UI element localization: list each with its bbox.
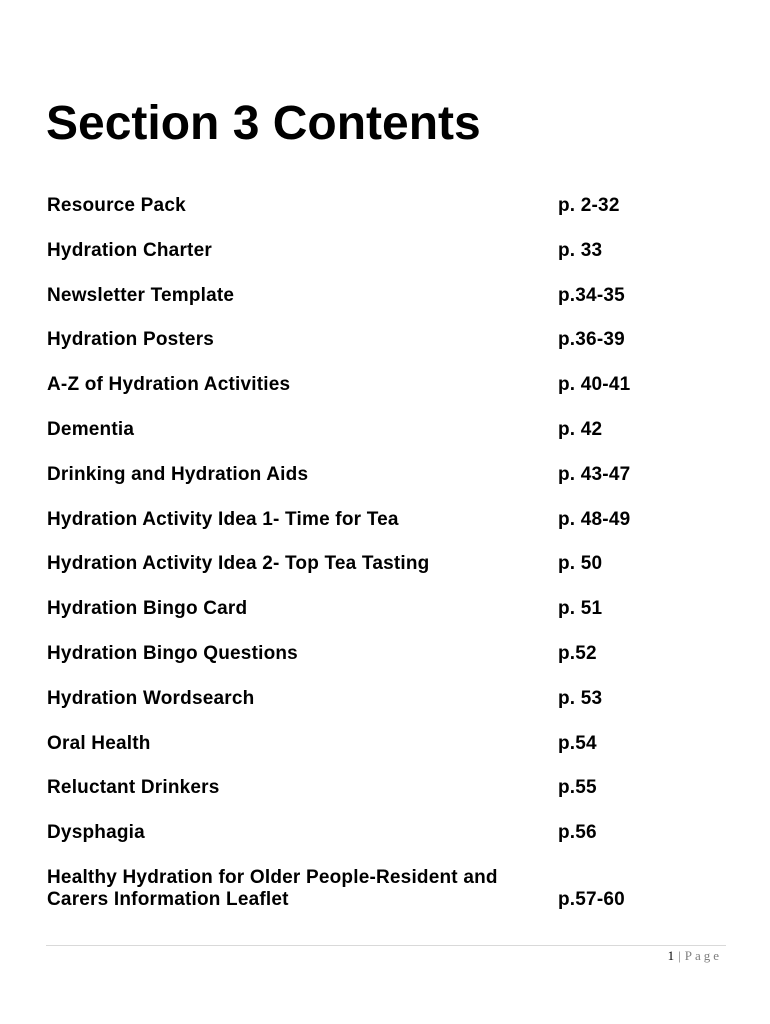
contents-entry [47, 822, 727, 867]
entry-title: Hydration Charter [47, 239, 212, 261]
entry-title: Reluctant Drinkers [47, 777, 220, 799]
contents-entry [47, 733, 727, 778]
contents-entry [47, 688, 727, 733]
footer-divider [46, 945, 726, 946]
entry-page: p.34-35 [558, 284, 625, 306]
contents-entry [47, 374, 727, 419]
contents-entry [47, 643, 727, 688]
contents-entry [47, 285, 727, 330]
entry-title: Hydration Bingo Questions [47, 642, 298, 664]
entry-title: Hydration Wordsearch [47, 687, 255, 709]
entry-page: p. 50 [558, 553, 603, 575]
entry-title: Drinking and Hydration Aids [47, 463, 309, 485]
entry-page: p.52 [558, 642, 597, 664]
entry-page: p. 40-41 [558, 374, 631, 396]
entry-title: Hydration Bingo Card [47, 598, 248, 620]
entry-title: A-Z of Hydration Activities [47, 374, 291, 396]
contents-entry [47, 419, 727, 464]
entry-title: Dementia [47, 418, 135, 440]
contents-entry [47, 329, 727, 374]
entry-page: p. 42 [558, 418, 603, 440]
entry-page: p.54 [558, 732, 597, 754]
entry-page: p.56 [558, 822, 597, 844]
contents-entry [47, 464, 727, 509]
entry-page: p. 43-47 [558, 463, 631, 485]
entry-page: p. 51 [558, 598, 603, 620]
page-word: Page [684, 948, 722, 963]
footer-separator: | [678, 948, 681, 963]
contents-entry [47, 867, 727, 913]
entry-title: Hydration Activity Idea 1- Time for Tea [47, 508, 399, 530]
entry-title: Hydration Posters [47, 329, 215, 351]
contents-entry [47, 195, 727, 240]
entry-title: Newsletter Template [47, 284, 235, 306]
entry-page: p. 33 [558, 239, 603, 261]
page-footer [668, 947, 722, 965]
entry-title-line: Healthy Hydration for Older People-Resident and [47, 866, 498, 888]
entry-title: Resource Pack [47, 195, 186, 216]
contents-entry [47, 240, 727, 285]
entry-title: Oral Health [47, 732, 151, 754]
page-title: Section 3 Contents [46, 97, 481, 150]
entry-title: Dysphagia [47, 822, 145, 844]
entry-page: p.55 [558, 777, 597, 799]
contents-entry [47, 598, 727, 643]
entry-page: p.57-60 [558, 888, 625, 910]
entry-title-line: Carers Information Leaflet [47, 888, 289, 910]
entry-page: p. 53 [558, 687, 603, 709]
entry-title [47, 867, 547, 911]
entry-page: p. 2-32 [558, 195, 620, 216]
entry-page: p.36-39 [558, 329, 625, 351]
contents-entry [47, 509, 727, 554]
contents-list [47, 195, 727, 913]
page-number: 1 [667, 948, 675, 963]
entry-page: p. 48-49 [558, 508, 631, 530]
entry-title: Hydration Activity Idea 2- Top Tea Tasting [47, 553, 430, 575]
contents-entry [47, 553, 727, 598]
contents-entry [47, 777, 727, 822]
